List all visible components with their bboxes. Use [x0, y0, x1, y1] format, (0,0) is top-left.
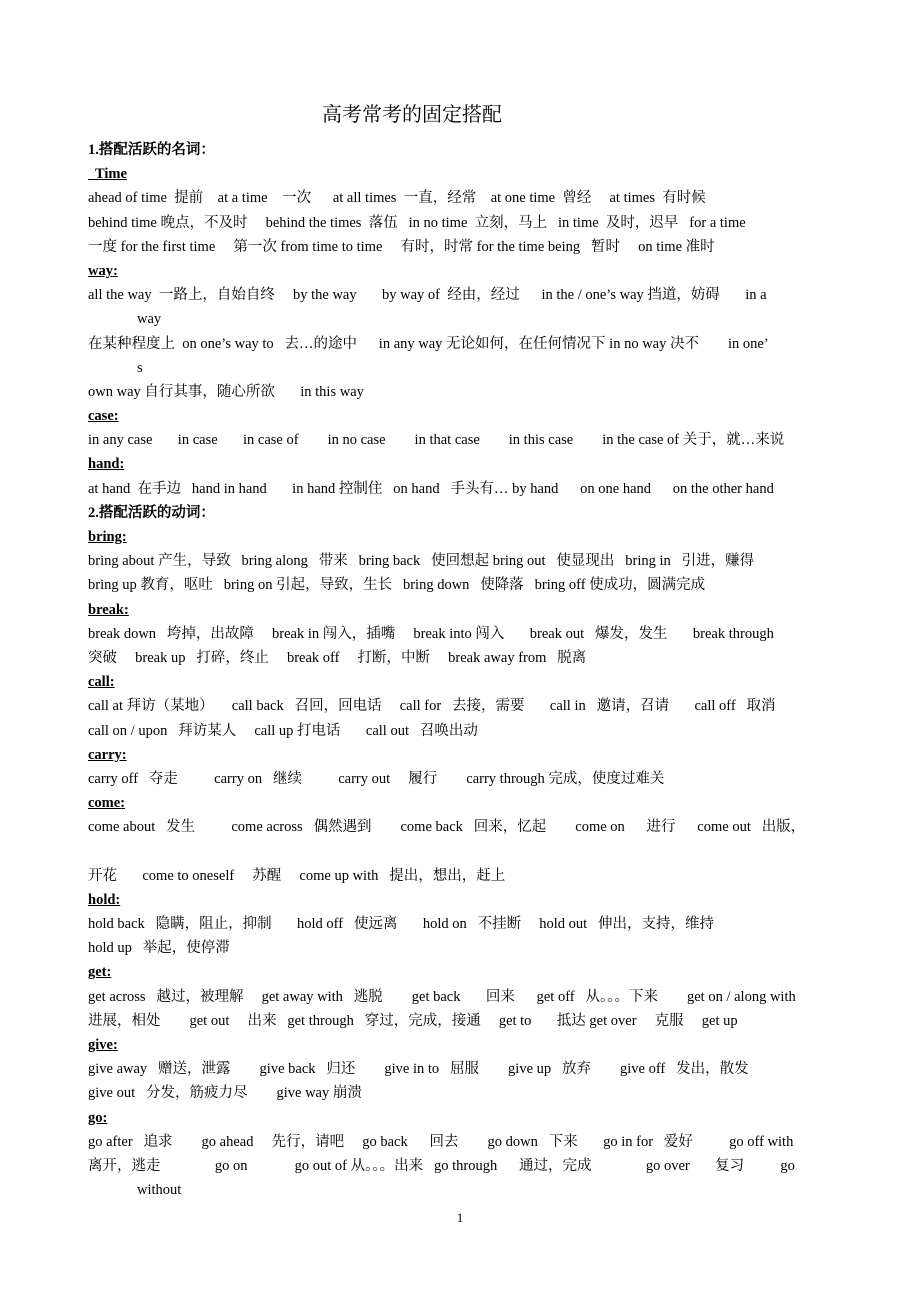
keyword-heading-text: go: [88, 1109, 108, 1126]
text-line: break down 垮掉，出故障 break in 闯入，插嘴 break into 闯入 break out 爆发，发生 break through [88, 625, 774, 642]
text-line: own way 自行其事，随心所欲 in this way [88, 383, 364, 400]
keyword-heading-text: case: [88, 408, 119, 425]
keyword-heading [88, 1033, 833, 1057]
keyword-heading-text: come: [88, 795, 126, 812]
keyword-heading [88, 404, 833, 428]
keyword-heading-text: way: [88, 262, 118, 279]
keyword-heading-text: Time [88, 166, 127, 183]
text-line: all the way 一路上，自始自终 by the way by way of 经由，经过 in the / one’s way 挡道，妨碍 in a [88, 287, 767, 304]
text-line: 一度 for the first time 第一次 from time to time 有时，时常 for the time being 暂时 on time 准时 [88, 238, 715, 255]
text-line: 进展，相处 get out 出来 get through 穿过，完成，接通 get to 抵达 get over 克服 get up [88, 1012, 738, 1029]
keyword-heading [88, 791, 833, 815]
section-heading: 1.搭配活跃的名词： [88, 142, 215, 158]
text-line: 开花 come to oneself 苏醒 come up with 提出，想出，赶上 [88, 867, 506, 884]
keyword-heading [88, 598, 833, 622]
text-line: 离开，逃走 go on go out of 从。。。出来 go through 通过，完成 go over 复习 go [88, 1157, 795, 1174]
keyword-heading-text: carry: [88, 746, 127, 763]
keyword-heading [88, 525, 833, 549]
keyword-heading [88, 162, 833, 186]
document-body [88, 138, 833, 1202]
keyword-heading [88, 259, 833, 283]
text-line: call at 拜访（某地） call back 召回，回电话 call for 去接，需要 call in 邀请，召请 call off 取消 [88, 698, 776, 715]
text-line: get across 越过，被理解 get away with 逃脱 get back 回来 get off 从。。。下来 get on / along with [88, 988, 796, 1005]
text-line: at hand 在手边 hand in hand in hand 控制住 on hand 手头有… by hand on one hand on the other hand [88, 480, 774, 497]
text-line: without [137, 1182, 182, 1199]
text-line: hold up 举起，使停滞 [88, 940, 230, 957]
text-line: give away 赠送，泄露 give back 归还 give in to 屈服 give up 放弃 give off 发出，散发 [88, 1061, 749, 1078]
text-line: bring up 教育，呕吐 bring on 引起，导致，生长 bring down 使降落 bring off 使成功，圆满完成 [88, 577, 706, 594]
keyword-heading [88, 960, 833, 984]
page-title: 高考常考的固定搭配 [322, 102, 502, 126]
keyword-heading [88, 452, 833, 476]
keyword-heading [88, 743, 833, 767]
text-line: 突破 break up 打碎，终止 break off 打断，中断 break away from 脱离 [88, 649, 587, 666]
keyword-heading-text: get: [88, 964, 112, 981]
text-line: call on / upon 拜访某人 call up 打电话 call out 召唤出动 [88, 722, 478, 739]
text-line: hold back 隐瞒，阻止，抑制 hold off 使远离 hold on 不挂断 hold out 伸出，支持，维持 [88, 916, 715, 932]
text-line: behind time 晚点，不及时 behind the times 落伍 in no time 立刻，马上 in time 及时，迟早 for a time [88, 214, 746, 231]
text-line: come about 发生 come across 偶然遇到 come back 回来，忆起 come on 进行 come out 出版， [88, 819, 806, 836]
keyword-heading-text: break: [88, 601, 129, 618]
text-line: go after 追求 go ahead 先行，请吧 go back 回去 go down 下来 go in for 爱好 go off with [88, 1133, 794, 1150]
text-line: give out 分发，筋疲力尽 give way 崩溃 [88, 1085, 362, 1102]
text-line: 在某种程度上 on one’s way to 去…的途中 in any way 无论如何，在任何情况下 in no way 决不 in one’ [88, 335, 769, 352]
text-line: in any case in case in case of in no case in that case in this case in the case of 关于，就…来说 [88, 432, 785, 449]
keyword-heading [88, 670, 833, 694]
text-line: bring about 产生，导致 bring along 带来 bring back 使回想起 bring out 使显现出 bring in 引进，赚得 [88, 553, 755, 570]
keyword-heading [88, 888, 833, 912]
keyword-heading-text: bring: [88, 529, 127, 545]
blank-line [88, 839, 833, 863]
keyword-heading [88, 1106, 833, 1130]
text-line: carry off 夺走 carry on 继续 carry out 履行 carry through 完成，使度过难关 [88, 770, 665, 787]
keyword-heading-text: give: [88, 1036, 118, 1053]
text-line: ahead of time 提前 at a time 一次 at all times 一直，经常 at one time 曾经 at times 有时候 [88, 190, 706, 207]
page-number: 1 [456, 1210, 464, 1225]
text-line: s [137, 359, 143, 376]
section-heading: 2.搭配活跃的动词： [88, 504, 215, 521]
keyword-heading-text: hand: [88, 456, 125, 473]
keyword-heading-text: call: [88, 674, 115, 691]
keyword-heading-text: hold: [88, 891, 121, 908]
text-line: way [137, 311, 162, 328]
